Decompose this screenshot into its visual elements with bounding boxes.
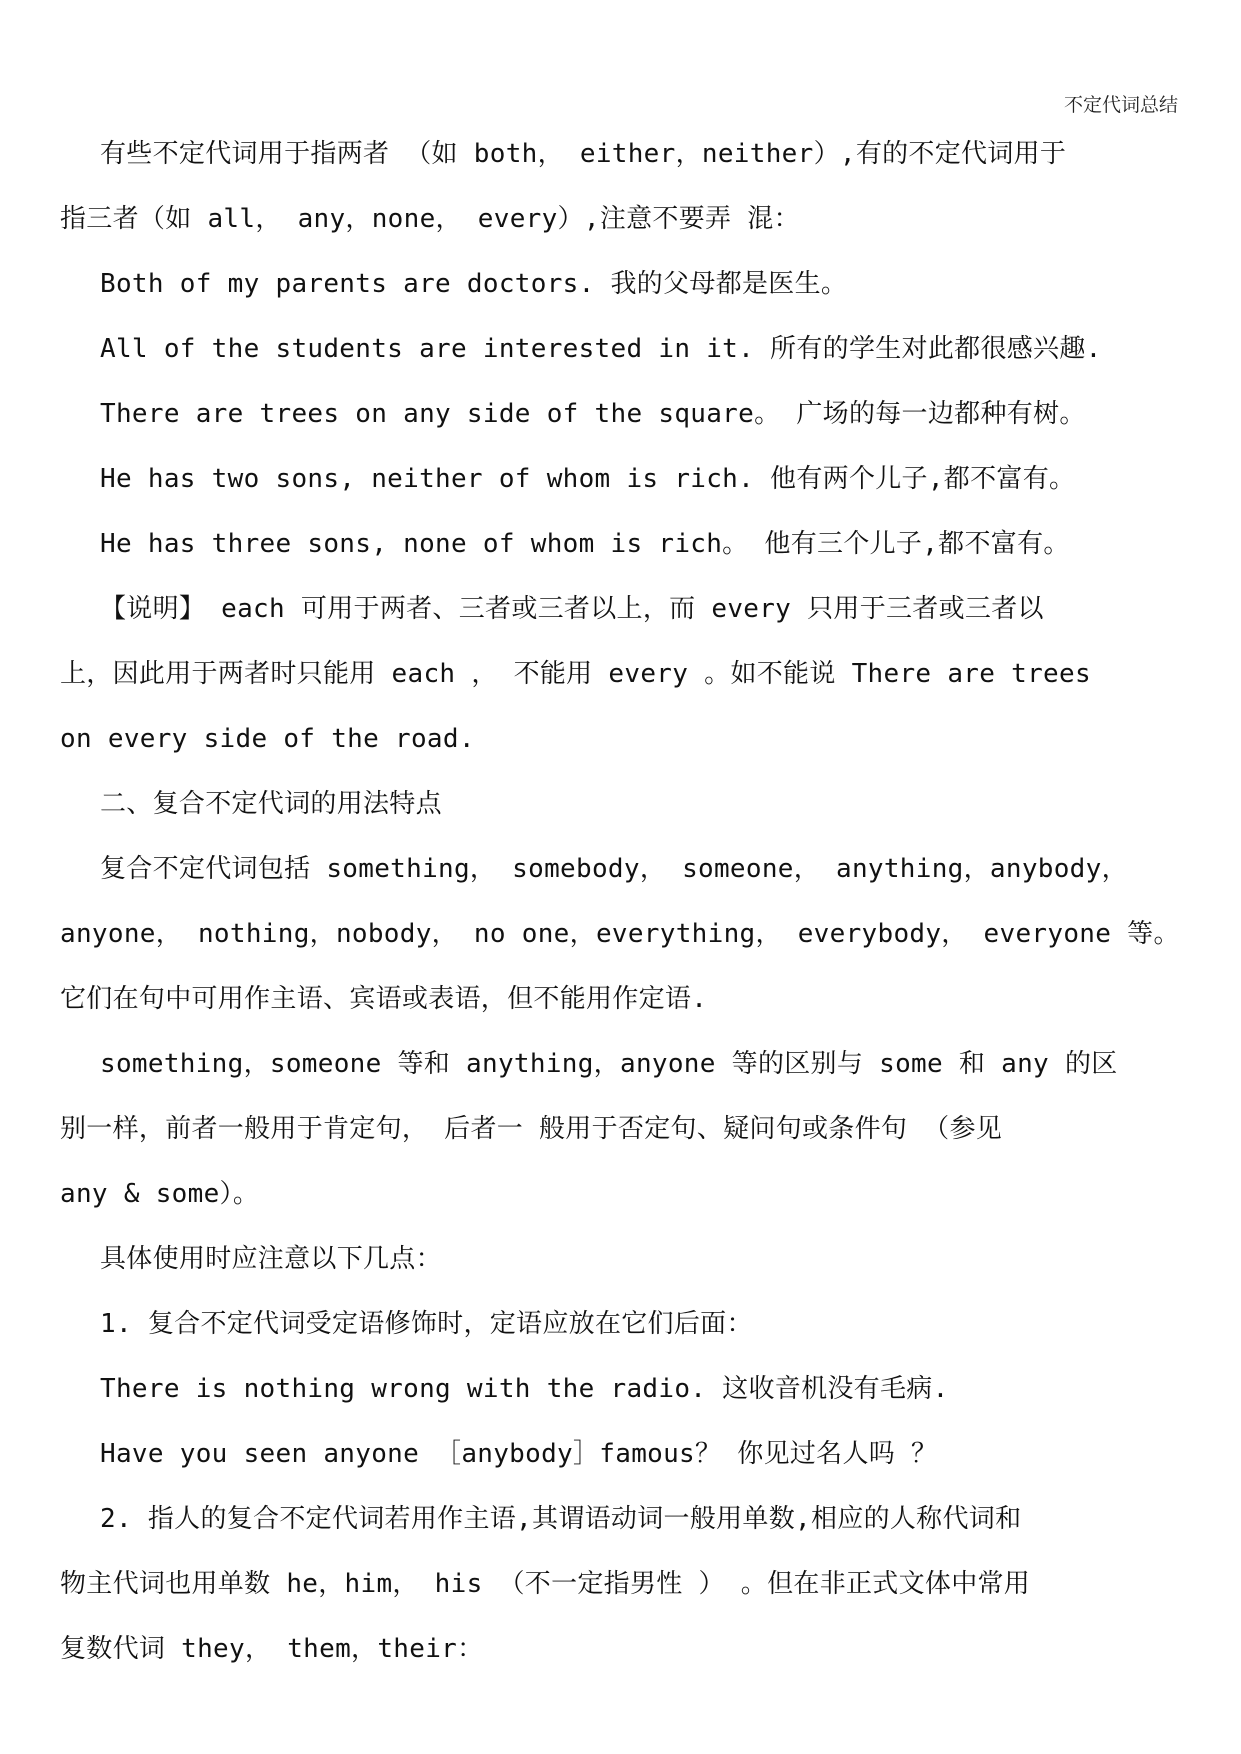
text-line: any & some）。: [60, 1179, 260, 1209]
example-sentence: Have you seen anyone ［anybody］famous？ 你见过名人吗 ？: [100, 1439, 938, 1469]
text-line: 它们在句中可用作主语、宾语或表语，但不能用作定语.: [60, 984, 708, 1014]
text-line: anyone， nothing，nobody， no one，everything， everybody， everyone 等。: [60, 919, 1180, 949]
section-heading: 二、复合不定代词的用法特点: [100, 789, 442, 819]
example-sentence: There is nothing wrong with the radio. 这收音机没有毛病.: [100, 1374, 949, 1404]
text-line: 具体使用时应注意以下几点：: [100, 1244, 442, 1274]
document-body: [60, 122, 1180, 1682]
text-line: 物主代词也用单数 he，him， his （不一定指男性 ） 。但在非正式文体中常用: [60, 1569, 1031, 1599]
note-line: 【说明】 each 可用于两者、三者或三者以上，而 every 只用于三者或三者以: [100, 594, 1044, 624]
text-line: 指三者（如 all， any，none， every）,注意不要弄 混：: [60, 204, 800, 234]
page-header-title: 不定代词总结: [1063, 94, 1178, 116]
numbered-point: 1. 复合不定代词受定语修饰时，定语应放在它们后面：: [100, 1309, 753, 1339]
text-line: 有些不定代词用于指两者 （如 both， either，neither）,有的不定代词用于: [100, 139, 1067, 169]
numbered-point: 2. 指人的复合不定代词若用作主语,其谓语动词一般用单数,相应的人称代词和: [100, 1504, 1022, 1534]
note-line: on every side of the road.: [60, 724, 475, 754]
note-line: 上，因此用于两者时只能用 each ， 不能用 every 。如不能说 There are trees: [60, 659, 1091, 689]
text-line: 复数代词 they， them，their：: [60, 1634, 484, 1664]
text-line: something，someone 等和 anything，anyone 等的区别与 some 和 any 的区: [100, 1049, 1118, 1079]
example-sentence: All of the students are interested in it. 所有的学生对此都很感兴趣.: [100, 334, 1102, 364]
example-sentence: He has two sons, neither of whom is rich. 他有两个儿子,都不富有。: [100, 464, 1076, 494]
example-sentence: There are trees on any side of the square。 广场的每一边都种有树。: [100, 399, 1086, 429]
text-line: 别一样，前者一般用于肯定句， 后者一 般用于否定句、疑问句或条件句 （参见: [60, 1114, 1003, 1144]
example-sentence: He has three sons, none of whom is rich。 他有三个儿子,都不富有。: [100, 529, 1070, 559]
text-line: 复合不定代词包括 something， somebody， someone， anything，anybody，: [100, 854, 1128, 884]
example-sentence: Both of my parents are doctors. 我的父母都是医生。: [100, 269, 848, 299]
